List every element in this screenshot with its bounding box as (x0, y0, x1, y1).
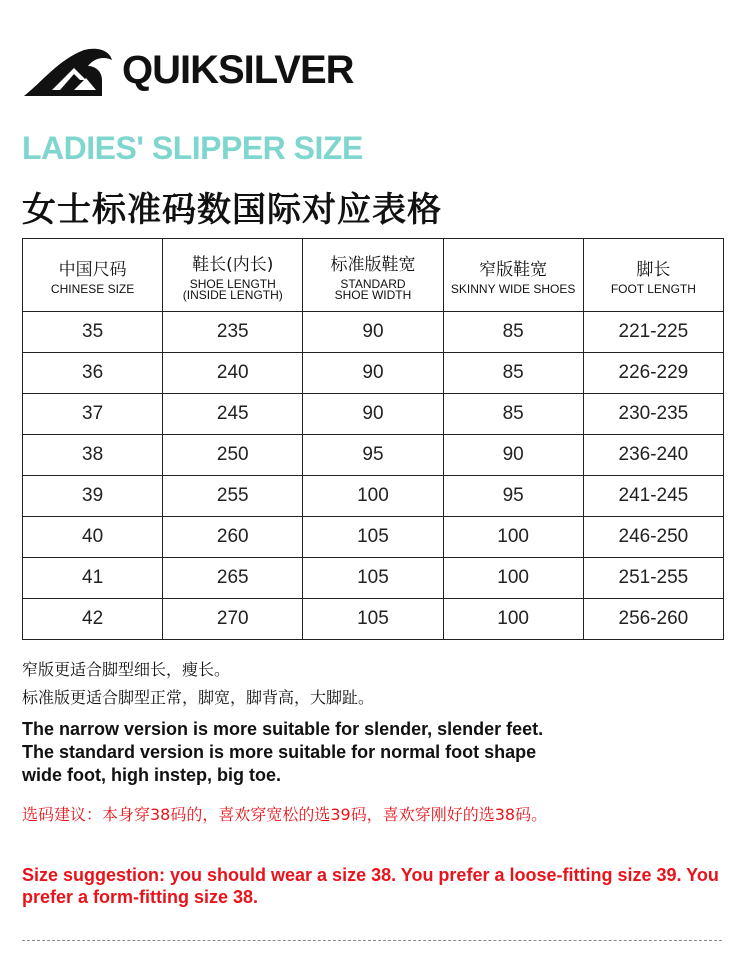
table-row (23, 394, 724, 435)
note-en-line: The narrow version is more suitable for slender, slender feet. (22, 719, 544, 739)
table-cell: 221-225 (583, 312, 723, 353)
table-cell: 35 (23, 312, 163, 353)
table-cell: 241-245 (583, 476, 723, 517)
note-standard-cn: 标准版更适合脚型正常，脚宽，脚背高，大脚趾。 (22, 688, 375, 707)
table-cell: 100 (443, 558, 583, 599)
table-cell: 85 (443, 394, 583, 435)
header-label-cn: 窄版鞋宽 (479, 260, 548, 280)
table-cell: 270 (163, 599, 303, 640)
table-cell: 240 (163, 353, 303, 394)
table-row (23, 312, 724, 353)
table-cell: 42 (23, 599, 163, 640)
header-label-en: STANDARD (340, 276, 406, 291)
table-cell: 100 (443, 517, 583, 558)
table-header-row (23, 239, 724, 312)
note-en-line: The standard version is more suitable for normal foot shape (22, 742, 537, 762)
note-narrow-cn: 窄版更适合脚型细长，瘦长。 (22, 660, 231, 679)
table-cell: 256-260 (583, 599, 723, 640)
table-cell: 251-255 (583, 558, 723, 599)
table-row (23, 353, 724, 394)
table-cell: 36 (23, 353, 163, 394)
size-suggestion-cn: 选码建议：本身穿38码的，喜欢穿宽松的选39码，喜欢穿刚好的选38码。 (22, 805, 548, 824)
header-standard-width (303, 239, 443, 312)
header-label-cn: 中国尺码 (58, 260, 127, 280)
table-cell: 230-235 (583, 394, 723, 435)
brand-wordmark: QUIKSILVER (122, 48, 354, 92)
table-cell: 235 (163, 312, 303, 353)
page-title-cn: 女士标准码数国际对应表格 (22, 190, 442, 230)
table-cell: 236-240 (583, 435, 723, 476)
table-cell: 39 (23, 476, 163, 517)
header-skinny-width (443, 239, 583, 312)
table-cell: 40 (23, 517, 163, 558)
header-label-cn: 脚长 (636, 260, 671, 280)
header-chinese-size (23, 239, 163, 312)
note-en (22, 718, 722, 787)
table-cell: 265 (163, 558, 303, 599)
table-cell: 95 (303, 435, 443, 476)
table-row (23, 517, 724, 558)
table-cell: 226-229 (583, 353, 723, 394)
table-row (23, 558, 724, 599)
table-cell: 38 (23, 435, 163, 476)
table-cell: 90 (303, 312, 443, 353)
table-cell: 105 (303, 599, 443, 640)
table-row (23, 599, 724, 640)
header-label-en: SHOE LENGTH (189, 276, 276, 291)
header-label-en: (INSIDE LENGTH) (182, 287, 283, 302)
header-shoe-length (163, 239, 303, 312)
header-foot-length (583, 239, 723, 312)
table-cell: 90 (443, 435, 583, 476)
dashed-divider (22, 940, 722, 941)
table-cell: 37 (23, 394, 163, 435)
table-cell: 250 (163, 435, 303, 476)
table-cell: 41 (23, 558, 163, 599)
brand-logo (22, 46, 382, 98)
header-label-cn: 标准版鞋宽 (330, 254, 416, 275)
header-label-cn: 鞋长(内长) (192, 254, 274, 275)
table-cell: 255 (163, 476, 303, 517)
header-label-en: CHINESE SIZE (50, 282, 135, 296)
table-cell: 105 (303, 558, 443, 599)
table-cell: 105 (303, 517, 443, 558)
header-label-en: FOOT LENGTH (610, 282, 696, 296)
table-cell: 85 (443, 312, 583, 353)
header-label-en: SHOE WIDTH (334, 287, 412, 302)
table-cell: 245 (163, 394, 303, 435)
size-suggestion-en: Size suggestion: you should wear a size 38. You prefer a loose-fitting size 39. You prefer a form-fitting size 38. (22, 865, 719, 907)
size-table (22, 238, 724, 640)
table-cell: 100 (443, 599, 583, 640)
table-cell: 95 (443, 476, 583, 517)
table-cell: 85 (443, 353, 583, 394)
table-cell: 90 (303, 353, 443, 394)
table-row (23, 476, 724, 517)
table-cell: 90 (303, 394, 443, 435)
page-title-en: LADIES' SLIPPER SIZE (22, 130, 363, 166)
header-label-en: SKINNY WIDE SHOES (450, 282, 576, 296)
table-cell: 100 (303, 476, 443, 517)
table-cell: 246-250 (583, 517, 723, 558)
table-cell: 260 (163, 517, 303, 558)
note-en-line: wide foot, high instep, big toe. (22, 765, 281, 785)
table-row (23, 435, 724, 476)
wave-mountain-icon (22, 46, 114, 98)
